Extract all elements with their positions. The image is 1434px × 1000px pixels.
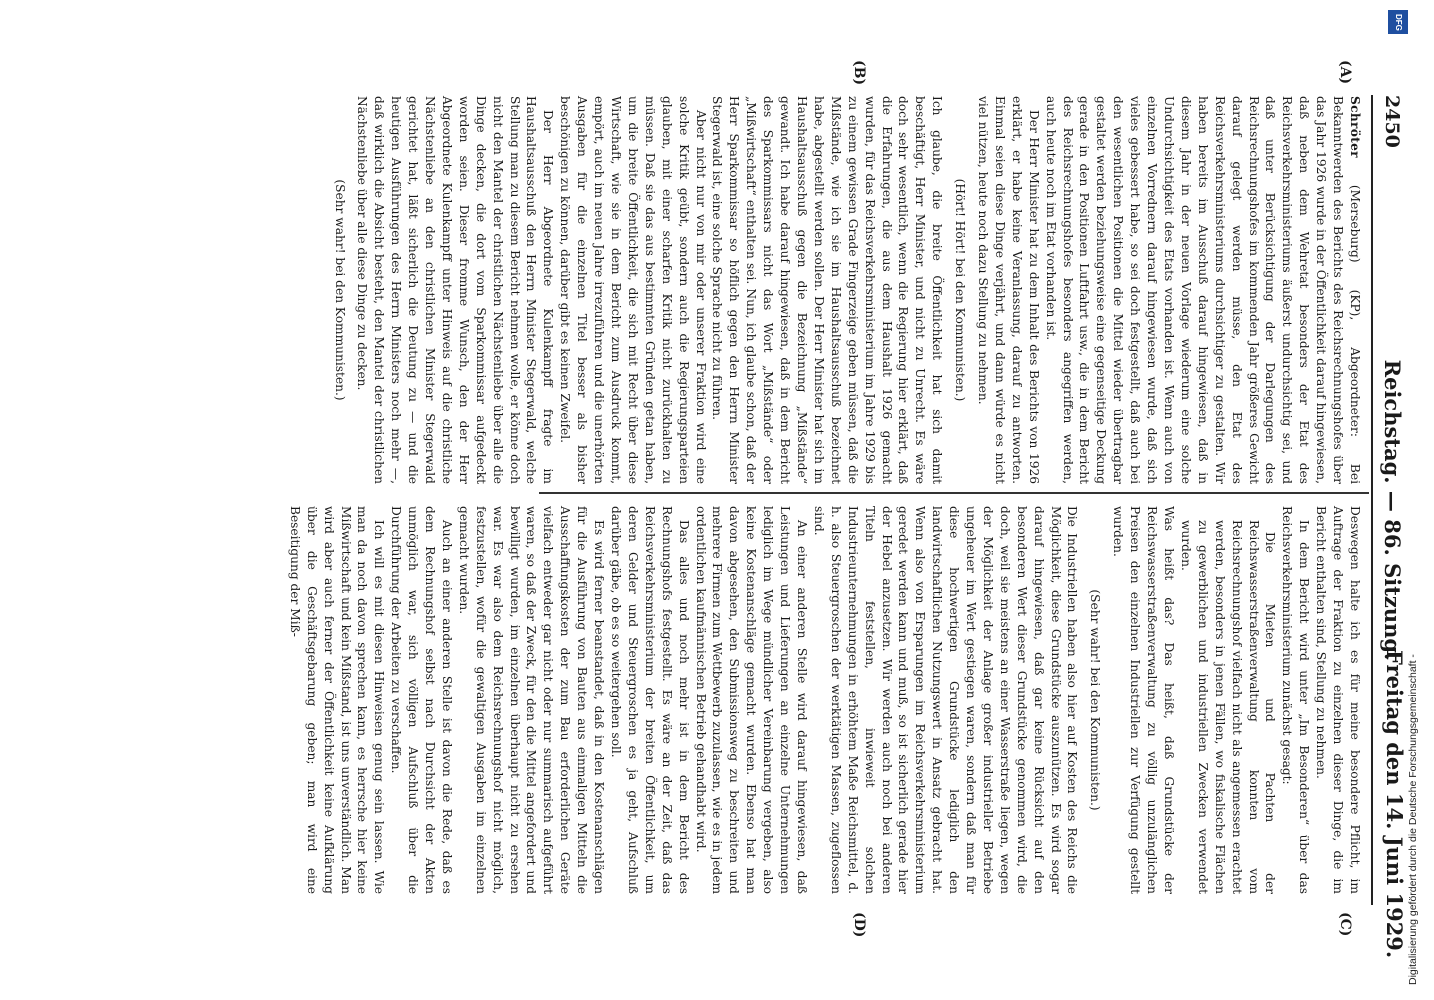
paragraph <box>607 506 692 894</box>
speaker-name: Schröter <box>1348 96 1362 158</box>
paragraph <box>692 506 810 894</box>
right-column <box>286 506 1363 894</box>
paragraph-text: (Sehr wahr! bei den Kommunisten.) <box>1088 589 1103 811</box>
paragraph <box>354 96 557 484</box>
margin-marker-c: (C) <box>1337 912 1353 937</box>
session-title: Reichstag. — 86. Sitzung. <box>1380 359 1405 661</box>
paragraph <box>286 506 387 894</box>
paragraph-text: Deswegen halte ich es für meine besondere Pflicht, im Auftrage der Fraktion zu einzelnen dieser Dinge, die im Bericht enthalten sind, Stellung zu nehmen. <box>1314 506 1362 894</box>
paragraph-text: Es wird ferner beanstandet, daß in den Kostenanschlägen für die Ausführung von Bauten aus einmaligen Mitteln die Ausschaffungskosten der zum Bau erforderlichen Geräte vielfach entweder gar nicht oder nur summarisch aufgeführt waren, so daß der Zweck, für den die Mittel angefordert und bewilligt wurden, im einzelnen überhaupt nicht zu ersehen war. Es war also dem Reichsrechnungshof nicht möglich, festzustellen, wofür die gewaltigen Ausgaben im einzelnen gemacht wurden. <box>456 506 607 894</box>
margin-marker-d: (D) <box>851 912 867 938</box>
interjection <box>331 96 348 484</box>
document-page <box>80 0 1415 1000</box>
paragraph-text: Der Herr Minister hat zu dem Inhalt des Berichts von 1926 erklärt, er habe keine Veranlassung, darauf zu antworten. Einmal seien diese Dinge verjährt, und dann würde es nicht viel nützen, heute noch dazu Stellung zu nehmen. <box>976 96 1041 484</box>
paragraph <box>709 96 946 484</box>
margin-marker-a: (A) <box>1337 60 1353 85</box>
header-rule <box>1371 95 1373 905</box>
paragraph-text: In dem Bericht wird unter „Im Besonderen“ über das Reichsverkehrsministerium zunächst gesagt: <box>1280 506 1312 894</box>
interjection <box>951 96 968 484</box>
column-divider <box>539 492 1369 494</box>
left-column <box>325 96 1363 484</box>
paragraph <box>1278 506 1312 894</box>
paragraph-text: (Sehr wahr! bei den Kommunisten.) <box>332 179 347 401</box>
paragraph <box>810 506 1081 894</box>
paragraph-text: Ich will es mit diesen Hinweisen genug sein lassen. Wie man da noch davon sprechen kann, es herrsche hier keine Mißwirtschaft und kein Mißstand, ist uns unverständlich. Man wird aber auch ferner der Öffentlichkeit keine Aufklärung über die Geschäftsgebarung geben; man wird eine Beseitigung der Miß- <box>287 506 387 894</box>
paragraph <box>387 506 455 894</box>
paragraph <box>1042 96 1363 484</box>
margin-marker-b: (B) <box>851 60 867 86</box>
paragraph <box>1312 506 1363 894</box>
paragraph-text: Was heißt das? Das heißt, daß Grundstücke der Reichswasserstraßenverwaltung zu völlig unzulänglichen Preisen den einzelnen Industriellen zur Verfügung gestellt wurden. <box>1111 506 1177 894</box>
paragraph <box>974 96 1042 484</box>
quoted-paragraph <box>1177 520 1278 894</box>
paragraph-text: (Merseburg) (KP), Abgeordneter: Bei Bekanntwerden des Berichts des Reichsrechnungshofes über das Jahr 1926 wurde in der Öffentlichkeit darauf hingewiesen, daß neben dem Wehretat besonders der Etat des Reichsverkehrsministeriums äußerst undurchsichtig sei, und daß unter Berücksichtigung der Darlegungen des Reichsrechnungshofes im kommenden Jahr größeres Gewicht darauf gelegt werden müsse, den Etat des Reichsverkehrsministeriums durchsichtiger zu gestalten. Wir haben bereits im Ausschuß darauf hingewiesen, daß in diesem Jahr in der neuen Vorlage wiederum eine solche Undurchsichtigkeit des Etats vorhanden ist. Wenn auch von einzelnen Vorrednern darauf hingewiesen wurde, daß sich vieles gebessert habe, so sei doch festgestellt, daß auch bei den wesentlichen Positionen die Mittel wieder übertragbar gestaltet werden beziehungsweise eine gegenseitige Deckung gerade in den Positionen Luftfahrt usw., die in dem Bericht des Reichsrechnungshofes besonders angegriffen werden, auch heute noch im Etat vorhanden ist. <box>1043 96 1362 484</box>
paragraph-text: Die Industriellen haben also hier auf Kosten des Reichs die Möglichkeit, diese Grundstücke auszunützen. Es wird sogar darauf hingewiesen, daß gar keine Rücksicht auf den besonderen Wert dieser Grundstücke genommen wird, die doch, weil sie meistens an einer Wasserstraße liegen, wegen der Möglichkeit der Anlage großer industrieller Betriebe ungeheuer im Wert gestiegen waren, sondern daß man für diese hochwertigen Grundstücke lediglich den landwirtschaftlichen Nutzungswert in Ansatz gebracht hat. Wenn also von Ersparungen im Reichsverkehrsministerium geredet werden kann und muß, so ist sicherlich gerade hier der Hebel anzusetzen. Wir werden auch noch bei anderen Titeln feststellen, inwieweit solchen Industrieunternehmungen in erhöhtem Maße Reichsmittel, d. h. also Steuergroschen der werktätigen Massen, zugeflossen sind. <box>811 506 1080 894</box>
digitization-note <box>1376 0 1434 1000</box>
paragraph-text: Der Herr Abgeordnete Kulenkampff fragte im Haushaltsausschuß den Herrn Minister Stegerwald, welche Stellung man zu diesem Bericht nehmen wolle, er könne doch nicht den Mantel der christlichen Nächstenliebe über alle die Dinge decken, die dort vom Sparkommissar aufgedeckt worden seien. Dieser fromme Wunsch, den der Herr Abgeordnete Kulenkampff unter Hinweis auf die christliche Nächstenliebe an den christlichen Minister Stegerwald gerichtet hat, läßt sicherlich die Deutung zu — und die heutigen Ausführungen des Herrn Ministers noch mehr —, daß wirklich die Absicht besteht, den Mantel der christlichen Nächstenliebe über alle diese Dinge zu decken. <box>355 96 556 484</box>
dfg-logo: DFG <box>1388 10 1408 34</box>
paragraph-text: Auch an einer anderen Stelle ist davon die Rede, daß es dem Rechnungshof selbst nach Durchsicht der Akten unmöglich war, sich völligen Aufschluß über die Durchführung der Arbeiten zu verschaffen. <box>389 506 454 894</box>
session-date: Freitag den 14. Juni 1929. <box>1382 650 1407 959</box>
interjection <box>1087 506 1104 894</box>
paragraph-text: (Hört! Hört! bei den Kommunisten.) <box>953 178 968 402</box>
paragraph-text: Die Mieten und Pachten der Reichswasserstraßenverwaltung konnten vom Reichsrechnungshof vielfach nicht als angemessen erachtet werden, besonders in jenen Fällen, wo fiskalische Flächen zu gewerblichen und industriellen Zwecken verwendet wurden. <box>1178 520 1278 894</box>
paragraph-text: Das alles und noch mehr ist in dem Bericht des Rechnungshofs festgestellt. Es wäre an der Zeit, daß das Reichsverkehrsministerium der breiten Öffentlichkeit, um deren Gelder und Steuergroschen es ja geht, Aufschluß darüber gäbe, ob es so weitergehen soll. <box>609 506 691 894</box>
paragraph-text: Ich glaube, die breite Öffentlichkeit hat sich damit beschäftigt, Herr Minister, und nicht zu Unrecht. Es wäre doch sehr wesentlich, wenn die Regierung hier erklärt, daß die Erfahrungen, die aus dem Haushalt 1926 gemacht wurden, für das Reichsverkehrsministerium im Jahre 1929 bis zu einem gewissen Grade Fingerzeige geben müssen, daß die Mißstände, wie ich sie im Haushaltsausschuß bezeichnet habe, abgestellt werden sollen. Der Herr Minister hat sich im Haushaltsausschuß gegen die Bezeichnung „Mißstände“ gewandt. Ich habe darauf hingewiesen, daß in dem Bericht des Sparkommissars nicht das Wort „Mißstände“ oder „Mißwirtschaft“ enthalten sei. Nun, ich glaube schon, daß der Herr Sparkommissar so höflich gegen den Herrn Minister Stegerwald ist, eine solche Sprache nicht zu führen. <box>710 96 945 484</box>
paragraph <box>455 506 607 894</box>
paragraph-text: Aber nicht nur von mir oder unserer Fraktion wird eine solche Kritik geübt, sondern auch die Regierungsparteien glauben, mit einer scharfen Kritik nicht zurückhalten zu müssen. Daß sie das aus bestimmten Gründen getan haben, um die breite Öffentlichkeit, die sich mit Recht über diese Wirtschaft, wie sie in dem Bericht zum Ausdruck kommt, empört, auch im neuen Jahre irrezuführen und die unerhörten Ausgaben für die einzelnen Titel besser als bisher beschönigen zu können, darüber gibt es keinen Zweifel. <box>558 96 708 484</box>
digitization-credit: Digitalisierung gefördert durch die Deutsche Forschungsgemeinschaft - <box>1407 654 1419 985</box>
paragraph-text: An einer anderen Stelle wird darauf hingewiesen, daß Leistungen und Lieferungen an einzelne Unternehmungen lediglich im Wege mündlicher Vereinbarung vergeben, also keine Kostenanschläge gemacht wurden. Ebenso hat man davon abgesehen, den Submissionsweg zu beschreiten und mehrere Firmen zum Wettbewerb zuzulassen, wie es in jedem ordentlichen kaufmännischen Betrieb gehandhabt wird. <box>693 506 809 894</box>
page-number: 2450 <box>1381 95 1403 148</box>
paragraph <box>556 96 708 484</box>
paragraph <box>1109 506 1177 894</box>
